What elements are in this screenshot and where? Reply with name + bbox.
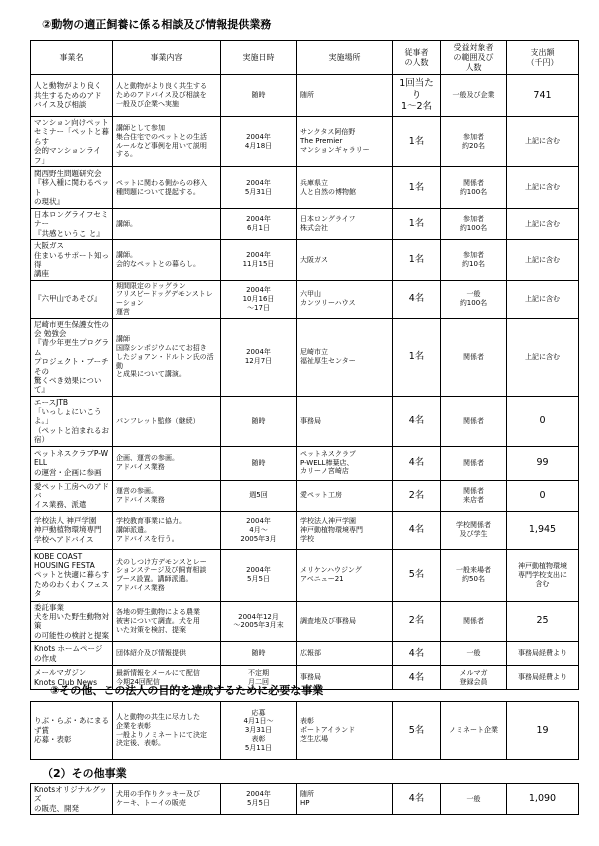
table-row [31, 642, 579, 666]
cell-cost: 741 [507, 75, 579, 117]
cell-name: 委託事業 犬を用いた野生動物対策 の可能性の検討と提案 [31, 601, 113, 642]
cell-target: メルマガ 登録会員 [441, 666, 507, 690]
cell-staff: 5名 [393, 702, 441, 760]
cell-date: 不定期 月二回 [221, 666, 297, 690]
cell-place: 調査地及び事務局 [297, 601, 393, 642]
table-row [31, 702, 579, 760]
cell-place: メリケンハウジング アベニュー21 [297, 549, 393, 601]
cell-staff: 4名 [393, 666, 441, 690]
cell-date: 2004年 5月31日 [221, 167, 297, 209]
goods-table [30, 783, 579, 815]
cell-cost: 上記に含む [507, 240, 579, 281]
table-row [31, 117, 579, 167]
cell-name: 大阪ガス 住まいるサポート知っ得 講座 [31, 240, 113, 281]
cell-content: ペットに関わる側からの移入 種問題について提起する。 [113, 167, 221, 209]
cell-target: 学校関係者 及び学生 [441, 511, 507, 549]
cell-content: 人と動物がより良く共生する ためのアドバイス及び相談を 一般及び企業へ実施 [113, 75, 221, 117]
cell-cost: 上記に含む [507, 209, 579, 240]
cell-content: 運営の参画。 アドバイス業務 [113, 480, 221, 511]
cell-staff: 1名 [393, 117, 441, 167]
cell-cost: 99 [507, 446, 579, 480]
column-header: 支出額 （千円） [507, 41, 579, 75]
cell-name: Knotsオリジナルグッズ の販売、開発 [31, 784, 113, 815]
cell-target: 関係者 [441, 446, 507, 480]
cell-target: 一般及び企業 [441, 75, 507, 117]
cell-cost: 1,090 [507, 784, 579, 815]
column-header: 実施場所 [297, 41, 393, 75]
column-header: 実施日時 [221, 41, 297, 75]
table-row [31, 784, 579, 815]
cell-staff: 1回当たり 1～2名 [393, 75, 441, 117]
table-row [31, 480, 579, 511]
cell-name: 『六甲山であそび』 [31, 280, 113, 318]
cell-date: 2004年 11月15日 [221, 240, 297, 281]
cell-name: 人と動物がより良く 共生するためのアド バイス及び相談 [31, 75, 113, 117]
cell-target: ノミネート企業 [441, 702, 507, 760]
cell-content: 人と動物の共生に尽力した 企業を表彰 一般よりノミネートにて決定 決定後、表彰。 [113, 702, 221, 760]
cell-staff: 5名 [393, 549, 441, 601]
cell-place: 日本ロングライフ 株式会社 [297, 209, 393, 240]
cell-place: 事務局 [297, 396, 393, 446]
cell-staff: 1名 [393, 240, 441, 281]
table-row [31, 75, 579, 117]
cell-place: 学校法人神戸学園 神戸動植物環境専門 学校 [297, 511, 393, 549]
cell-place: 事務局 [297, 666, 393, 690]
cell-target: 一般来場者 約50名 [441, 549, 507, 601]
cell-cost: 神戸動植物環境 専門学校支出に 含む [507, 549, 579, 601]
cell-date: 2004年 6月1日 [221, 209, 297, 240]
table-row [31, 446, 579, 480]
cell-content: 企画、運営の参画。 アドバイス業務 [113, 446, 221, 480]
cell-content: 講師。 [113, 209, 221, 240]
cell-cost: 19 [507, 702, 579, 760]
cell-staff: 4名 [393, 784, 441, 815]
cell-target: 関係者 約100名 [441, 167, 507, 209]
table-row [31, 280, 579, 318]
cell-cost: 0 [507, 396, 579, 446]
column-header: 従事者 の人数 [393, 41, 441, 75]
cell-content: パンフレット監修（継続） [113, 396, 221, 446]
table-row [31, 549, 579, 601]
cell-staff: 4名 [393, 642, 441, 666]
cell-date: 随時 [221, 75, 297, 117]
cell-place: 兵庫県立 人と自然の博物館 [297, 167, 393, 209]
cell-content: 犬用の手作りクッキー及び ケーキ、トーイの販売 [113, 784, 221, 815]
cell-staff: 1名 [393, 318, 441, 396]
cell-staff: 4名 [393, 280, 441, 318]
section2-title: ③その他、この法人の目的を達成するために必要な事業 [50, 684, 324, 697]
consultation-table [30, 40, 579, 690]
cell-target: 参加者 約10名 [441, 240, 507, 281]
cell-staff: 1名 [393, 167, 441, 209]
column-header: 事業内容 [113, 41, 221, 75]
section1-title: ②動物の適正飼養に係る相談及び情報提供業務 [42, 18, 272, 31]
cell-staff: 1名 [393, 209, 441, 240]
cell-staff: 2名 [393, 480, 441, 511]
cell-place: 広報部 [297, 642, 393, 666]
cell-content: 各地の野生動物による農業 被害について調査。犬を用 いた対策を検討、提案 [113, 601, 221, 642]
cell-date: 2004年 4月18日 [221, 117, 297, 167]
cell-content: 犬のしつけ方デモンスとレー ションステージ及び飼育相談 ブース設置。講師派遣。 アドバイス業務 [113, 549, 221, 601]
cell-target: 関係者 [441, 318, 507, 396]
cell-name: 愛ペット工房へのアドバ イス業務、派遣 [31, 480, 113, 511]
cell-cost: 25 [507, 601, 579, 642]
cell-cost: 事務局経費より [507, 666, 579, 690]
cell-staff: 2名 [393, 601, 441, 642]
cell-staff: 4名 [393, 396, 441, 446]
cell-cost: 事務局経費より [507, 642, 579, 666]
cell-content: 期間限定のドッグラン フリスビードッグデモンストレーション 運営 [113, 280, 221, 318]
cell-content: 講師。 会的なペットとの暮らし。 [113, 240, 221, 281]
cell-content: 講師として参加 集合住宅でのペットとの生活 ルールなど事例を用いて説明 する。 [113, 117, 221, 167]
table-row [31, 601, 579, 642]
cell-cost: 上記に含む [507, 318, 579, 396]
cell-place: 随所 HP [297, 784, 393, 815]
table-row [31, 167, 579, 209]
cell-date: 2004年 5月5日 [221, 784, 297, 815]
cell-place: 大阪ガス [297, 240, 393, 281]
cell-date: 応募 4月1日～ 3月31日 表彰 5月11日 [221, 702, 297, 760]
cell-target: 関係者 [441, 601, 507, 642]
cell-content: 講師 国際シンポジウムにてお招き したジョアン・ドルトン氏の活動 と成果について講演。 [113, 318, 221, 396]
cell-date: 2004年 4月～ 2005年3月 [221, 511, 297, 549]
cell-target: 関係者 来店者 [441, 480, 507, 511]
cell-target: 一般 約100名 [441, 280, 507, 318]
cell-name: ペットネスクラブP-WELL の運営・企画に参画 [31, 446, 113, 480]
cell-cost: 0 [507, 480, 579, 511]
cell-target: 参加者 約100名 [441, 209, 507, 240]
cell-content: 学校教育事業に協力。 講師派遣。 アドバイスを行う。 [113, 511, 221, 549]
cell-cost: 上記に含む [507, 117, 579, 167]
cell-place: ペットネスクラブ P-WELL棒葉店、 カリーノ宮崎店 [297, 446, 393, 480]
cell-date: 随時 [221, 446, 297, 480]
cell-name: 関西野生問題研究会 『移入種に関わるペット の現状』 [31, 167, 113, 209]
cell-place: サンクタス阿倍野 The Premier マンションギャラリー [297, 117, 393, 167]
other-business-table [30, 701, 579, 760]
cell-place: 六甲山 カンツリーハウス [297, 280, 393, 318]
table-row [31, 511, 579, 549]
cell-cost: 1,945 [507, 511, 579, 549]
cell-staff: 4名 [393, 511, 441, 549]
cell-date: 2004年 10月16日 ～17日 [221, 280, 297, 318]
cell-date: 随時 [221, 642, 297, 666]
table-row [31, 240, 579, 281]
cell-name: 尼崎市更生保護女性の 会 勉強会 『青少年更生プログラム プロジェクト・ブーチその 驚くべき効果について』 [31, 318, 113, 396]
cell-name: メールマガジン Knots Club News [31, 666, 113, 690]
table-row [31, 209, 579, 240]
cell-place: 表彰 ポートアイランド 芝生広場 [297, 702, 393, 760]
cell-target: 参加者 約20名 [441, 117, 507, 167]
cell-name: エースJTB 「いっしょにいこうよ。」 （ペットと泊まれるお宿） [31, 396, 113, 446]
cell-place: 尼崎市立 福祉厚生センター [297, 318, 393, 396]
cell-date: 週5回 [221, 480, 297, 511]
cell-name: KOBE COAST HOUSING FESTA ペットと快適に暮らす ためのわくわくフェスタ [31, 549, 113, 601]
cell-place: 随所 [297, 75, 393, 117]
cell-date: 2004年 5月5日 [221, 549, 297, 601]
cell-target: 関係者 [441, 396, 507, 446]
cell-cost: 上記に含む [507, 280, 579, 318]
cell-name: 日本ロングライフセミナー 『共感というこ と』 [31, 209, 113, 240]
section3-title: （2）その他事業 [42, 767, 127, 780]
cell-content: 団体紹介及び情報提供 [113, 642, 221, 666]
cell-target: 一般 [441, 642, 507, 666]
cell-target: 一般 [441, 784, 507, 815]
cell-content: 最新情報をメールにて配信 今期24回配信 [113, 666, 221, 690]
column-header: 受益対象者 の範囲及び 人数 [441, 41, 507, 75]
cell-place: 愛ペット工房 [297, 480, 393, 511]
table-row [31, 396, 579, 446]
cell-staff: 4名 [393, 446, 441, 480]
cell-date: 2004年12月 ～2005年3月末 [221, 601, 297, 642]
table-row [31, 318, 579, 396]
cell-date: 随時 [221, 396, 297, 446]
cell-date: 2004年 12月7日 [221, 318, 297, 396]
cell-name: 学校法人 神戸学園 神戸動植物環境専門 学校へアドバイス [31, 511, 113, 549]
cell-name: マンション向けペット セミナー「ペットと暮らす 会的マンションライフ」 [31, 117, 113, 167]
column-header: 事業名 [31, 41, 113, 75]
cell-name: Knots ホームページ の作成 [31, 642, 113, 666]
cell-name: りぶ・らぶ・あにまるず賞 応募・表彰 [31, 702, 113, 760]
cell-cost: 上記に含む [507, 167, 579, 209]
